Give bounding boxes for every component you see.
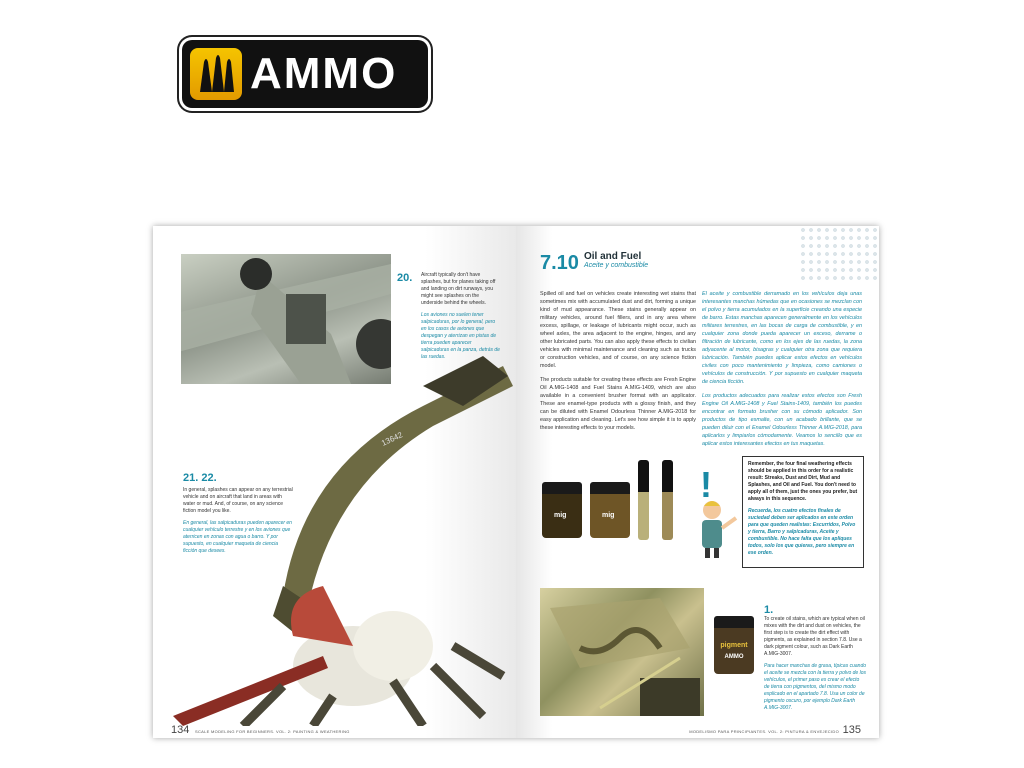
step-text-en: To create oil stains, which are typical when oil mixes with the dirt and dust on vehicles, the first step is to create the dirt effect with pigments, as explained in section 7.8. Use a dark pigment colour, such as Dark Earth A.MIG-3007. — [764, 616, 865, 657]
tip-box — [742, 456, 864, 568]
left-footer: SCALE MODELING FOR BEGINNERS. VOL. 2: PAINTING & WEATHERING — [195, 729, 350, 734]
section-header — [540, 251, 649, 275]
caption-text-es: En general, las salpicaduras pueden aparecer en cualquier vehículo terrestre y en los aviones que aterricen en zonas con agua o barro. Y por supuesto, en cualquier maqueta de ciencia ficción que desees. — [183, 520, 292, 554]
left-page — [153, 226, 516, 738]
caption-number: 20. — [397, 272, 413, 284]
tip-text-en: Remember, the four final weathering effects should be applied in this order for a realistic result: Streaks, Dust and Dirt, Mud and Splashes, and Oil and Fuel. You don't need to apply all of them, just the ones you prefer, but always in this sequence. — [748, 461, 858, 502]
mascot-character — [692, 464, 742, 558]
step-text-es: Para hacer manchas de grasa, típicas cuando el aceite se mezcla con la tierra y polvo de los vehículos, el primer paso es crear el efecto de tierra con pigmentos, del mismo modo explicado en el apartado 7.8. Usa un color de pigmento oscuro, por ejemplo Dark Earth A.MIG-3007. — [764, 663, 867, 711]
caption-text-en: In general, splashes can appear on any terrestrial vehicle and on aircraft that land in areas with water or mud. And, of course, on any science fiction model you like. — [183, 487, 293, 514]
logo-text: AMMO — [250, 49, 398, 98]
brusher-bottle-icon — [662, 460, 673, 540]
pigment-jar — [714, 616, 754, 674]
engine-oil-jar — [542, 482, 582, 538]
step-1 — [764, 604, 866, 712]
exclamation-mark: ! — [700, 464, 712, 505]
body-paragraph-en: The products suitable for creating these effects are Fresh Engine Oil A.MIG-1408 and Fuel Stains A.MIG-1409, which are also available in a convenient brusher format with an applicator. These are enamel-type products with a glossy finish, and they can be diluted with Enamel Odourless Thinner A.MIG-2018 for easy application and cleaning. Let's see how simple it is to apply these interesting effects to your models. — [540, 377, 696, 431]
body-paragraph-es: El aceite y combustible derramado en los vehículos deja unas interesantes manchas húmedas que en ocasiones se mezclan con el polvo y tierra acumulados en la superficie creando una especie de barro. Estas manchas aparecen generalmente en los vehículos militares terrestres, en las bocas de carga de combustible, y en cualquier zona donde pueda aparecer un exceso, derrame o filtración de lubricante, como en los ejes de las ruedas, la zona adyacente al motor, bisagras y cualquier otra zona que requiera lubricación. También puedes aplicar estos efectos en vehículos civiles con poco mantenimiento y limpieza, como camiones o vehículos de construcción. Y por supuesto en cualquier maqueta de ciencia ficción. — [702, 291, 862, 385]
caption-number: 21. 22. — [183, 472, 217, 484]
jar-brand-label: mig — [602, 512, 615, 519]
caption-text-en: Aircraft typically don't have splashes, but for planes taking off and landing on dirt runways, you might see splashes on the underside behind the wheels. — [421, 272, 496, 306]
ammo-emblem-icon — [190, 48, 242, 100]
right-page — [516, 226, 879, 738]
halftone-dots — [799, 226, 879, 281]
caption-text-es: Los aviones no suelen tener salpicaduras, por lo general, pero en los casos de aviones que despegan y aterrizan en pistas de tierra pueden aparecer salpicaduras en la panza, detrás de las ruedas. — [421, 312, 500, 360]
brusher-bottle-icon — [638, 460, 649, 540]
english-column — [540, 290, 696, 438]
right-page-number: 135 — [842, 724, 861, 736]
ammo-logo — [182, 40, 428, 108]
products-image — [538, 460, 678, 570]
tip-text-es: Recuerda, los cuatro efectos finales de suciedad deben ser aplicados en este orden para que queden realistas: Escurridos, Polvo y tierra, Barro y salpicaduras, Aceite y combustible. No hace falta que los apliques todos, solo los que quieras, pero siempre en ese orden. — [748, 508, 856, 556]
vehicle-closeup-photo — [540, 588, 704, 716]
jar-brand-label: mig — [554, 512, 567, 519]
pigment-label: pigment — [720, 642, 748, 649]
left-page-number: 134 — [171, 724, 190, 736]
section-number: 7.10 — [540, 252, 579, 274]
fuel-stains-jar — [590, 482, 630, 538]
right-footer: MODELISMO PARA PRINCIPIANTES. VOL. 2: PINTURA & ENVEJECIDO — [689, 729, 839, 734]
magazine-spread — [153, 226, 879, 738]
body-paragraph-es: Los productos adecuados para realizar estos efectos son Fresh Engine Oil A.MIG-1408 y Fuel Stains-1409, también los puedes encontrar en formato brusher con su cómodo aplicador. Son productos de tipo esmalte, con un acabado brillante, que se pueden diluir con el Enamel Odourless Thinner A.MIG-2018, para aplicarlos y limpiarlos cómodamente. Veamos lo sencillo que es aplicar estos interesantes efectos en tus maquetas. — [702, 393, 862, 447]
section-subtitle: Aceite y combustible — [584, 262, 649, 269]
robot-marking: 13642 — [380, 430, 405, 448]
section-title: Oil and Fuel — [584, 251, 642, 262]
spanish-column — [702, 290, 862, 454]
body-paragraph-en: Spilled oil and fuel on vehicles create interesting wet stains that sometimes mix with accumulated dust and dirt, forming a unique kind of mud appearance. These stains generally appear on military vehicles, around fuel fillers, and in any area where excess, spillage, or leakage of lubricants might occur, such as wheel axles, the area adjacent to the engine, hinges, and any other lubricated parts. You can also apply these effects to civilian vehicles with minimal maintenance and cleaning such as trucks or construction vehicles, and of course, on any science fiction model. — [540, 291, 696, 369]
scifi-robot-photo — [163, 346, 513, 726]
step-number: 1. — [764, 604, 774, 616]
pigment-brand: AMMO — [724, 654, 744, 660]
